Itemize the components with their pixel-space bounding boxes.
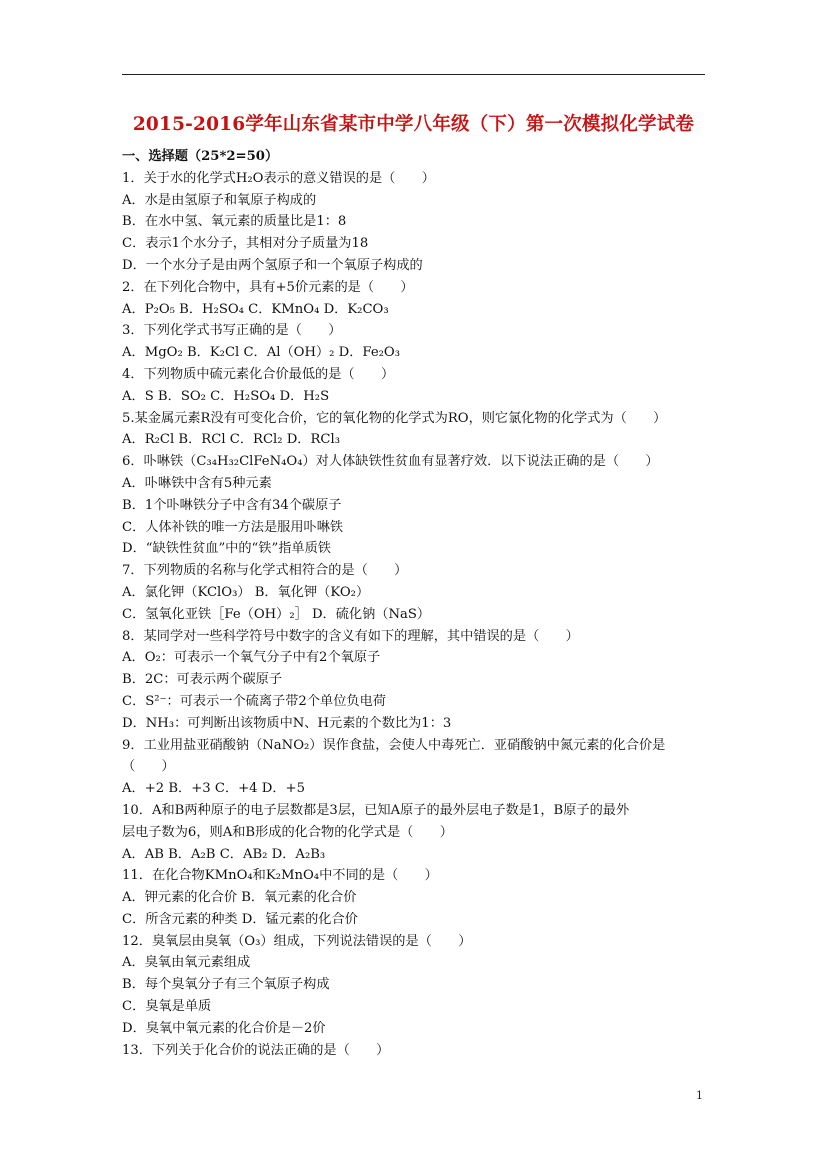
q7-stem: 7．下列物质的名称与化学式相符合的是（ ） [122, 563, 408, 579]
q10-stem-line2: 层电子数为6，则A和B形成的化合物的化学式是（ ） [122, 824, 453, 840]
q3-options: A．MgO₂ B．K₂Cl C．Al（OH）₂ D．Fe₂O₃ [122, 345, 401, 361]
q12-option-b: B．每个臭氧分子有三个氧原子构成 [122, 977, 330, 993]
q9-options: A．+2 B．+3 C．+4 D．+5 [122, 781, 305, 797]
q12-stem: 12．臭氧层由臭氧（O₃）组成，下列说法错误的是（ ） [122, 933, 472, 949]
q1-option-d: D．一个水分子是由两个氢原子和一个氧原子构成的 [122, 257, 423, 273]
q7-options-cd: C．氢氧化亚铁［Fe（OH）₂］ D．硫化钠（NaS） [122, 606, 431, 622]
q8-option-c: C．S²⁻：可表示一个硫离子带2个单位负电荷 [122, 693, 386, 709]
question-list [122, 146, 707, 1061]
q10-stem-line1: 10．A和B两种原子的电子层数都是3层，已知A原子的最外层电子数是1，B原子的最外 [122, 802, 630, 818]
q12-option-a: A．臭氧由氧元素组成 [122, 955, 251, 971]
page-number: 1 [696, 1089, 703, 1102]
q8-option-d: D．NH₃：可判断出该物质中N、H元素的个数比为1：3 [122, 715, 452, 731]
q8-option-b: B．2C：可表示两个碳原子 [122, 672, 283, 688]
q1-option-a: A．水是由氢原子和氧原子构成的 [122, 192, 317, 208]
q7-options-ab: A．氯化钾（KClO₃） B．氧化钾（KO₂） [122, 584, 370, 600]
q9-stem-line2: （ ） [122, 759, 175, 775]
section-heading: 一、选择题（25*2=50） [122, 149, 279, 164]
header-rule [122, 74, 705, 75]
q9-stem-line1: 9．工业用盐亚硝酸钠（NaNO₂）误作食盐，会使人中毒死亡．亚硝酸钠中氮元素的化合价是 [122, 737, 666, 753]
q6-option-c: C．人体补铁的唯一方法是服用卟啉铁 [122, 519, 344, 535]
q6-stem: 6．卟啉铁（C₃₄H₃₂ClFeN₄O₄）对人体缺铁性贫血有显著疗效．以下说法正确的是（ ） [122, 454, 659, 470]
q5-options: A．R₂Cl B．RCl C．RCl₂ D．RCl₃ [122, 432, 341, 448]
q6-option-b: B．1个卟啉铁分子中含有34个碳原子 [122, 497, 342, 513]
q6-option-d: D．“缺铁性贫血”中的“铁”指单质铁 [122, 541, 331, 557]
q3-stem: 3．下列化学式书写正确的是（ ） [122, 323, 342, 339]
q13-stem: 13．下列关于化合价的说法正确的是（ ） [122, 1042, 390, 1058]
q2-options: A．P₂O₅ B．H₂SO₄ C．KMnO₄ D．K₂CO₃ [122, 301, 389, 317]
q4-stem: 4．下列物质中硫元素化合价最低的是（ ） [122, 366, 395, 382]
q1-option-b: B．在水中氢、氧元素的质量比是1：8 [122, 214, 347, 230]
q11-options-ab: A．钾元素的化合价 B．氧元素的化合价 [122, 890, 357, 906]
q8-option-a: A．O₂：可表示一个氧气分子中有2个氧原子 [122, 650, 381, 666]
q8-stem: 8．某同学对一些科学符号中数字的含义有如下的理解，其中错误的是（ ） [122, 628, 579, 644]
q4-options: A．S B．SO₂ C．H₂SO₄ D．H₂S [122, 388, 330, 404]
q2-stem: 2．在下列化合物中，具有+5价元素的是（ ） [122, 279, 414, 295]
q1-option-c: C．表示1个水分子，其相对分子质量为18 [122, 236, 369, 252]
q12-option-d: D．臭氧中氧元素的化合价是－2价 [122, 1020, 326, 1036]
q1-stem: 1．关于水的化学式H₂O表示的意义错误的是（ ） [122, 170, 435, 186]
q6-option-a: A．卟啉铁中含有5种元素 [122, 475, 272, 491]
q5-stem: 5.某金属元素R没有可变化合价，它的氧化物的化学式为RO，则它氯化物的化学式为（ ） [122, 410, 667, 426]
q12-option-c: C．臭氧是单质 [122, 999, 212, 1015]
page-title: 2015-2016学年山东省某市中学八年级（下）第一次模拟化学试卷 [132, 114, 695, 135]
q11-stem: 11．在化合物KMnO₄和K₂MnO₄中不同的是（ ） [122, 868, 438, 884]
q11-options-cd: C．所含元素的种类 D．锰元素的化合价 [122, 911, 358, 927]
q10-options: A．AB B．A₂B C．AB₂ D．A₂B₃ [122, 846, 326, 862]
